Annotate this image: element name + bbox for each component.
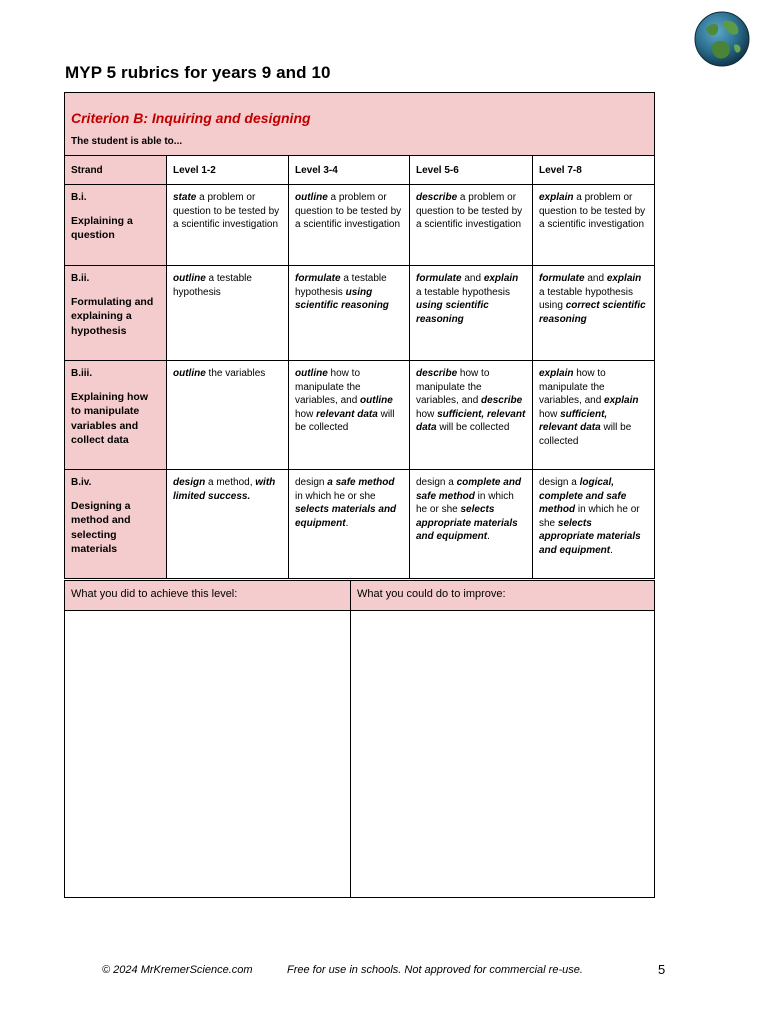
- descriptor-keyword: design: [173, 477, 206, 488]
- descriptor-keyword: describe: [416, 368, 458, 379]
- strand-code: B.iv.: [71, 477, 92, 488]
- rubric-table: [64, 92, 655, 579]
- table-row: [65, 470, 655, 579]
- descriptor-keyword: outline: [295, 368, 328, 379]
- criterion-subtitle: The student is able to...: [71, 136, 183, 147]
- criterion-title: Criterion B: Inquiring and designing: [71, 110, 311, 126]
- table-row: [65, 266, 655, 361]
- descriptor-keyword: selects materials and equipment: [295, 504, 397, 529]
- descriptor-keyword: using: [345, 286, 373, 298]
- earth-globe-icon: [694, 11, 750, 67]
- descriptor-keyword: explain: [604, 395, 639, 406]
- table-row: [65, 361, 655, 470]
- descriptor-keyword: relevant data: [316, 408, 378, 420]
- column-header-row: [65, 156, 655, 185]
- descriptor-keyword: complete and safe method: [416, 477, 522, 502]
- descriptor-keyword: state: [173, 192, 197, 203]
- feedback-table: [64, 580, 655, 898]
- table-row: [65, 185, 655, 266]
- descriptor-keyword: explain: [483, 273, 519, 284]
- descriptor-keyword: outline: [173, 368, 206, 379]
- level-descriptor: outline the variables: [167, 361, 289, 470]
- descriptor-keyword: describe: [481, 395, 523, 406]
- level-descriptor: state a problem or question to be tested by a scientific investigation: [167, 185, 289, 266]
- descriptor-keyword: explain: [606, 273, 642, 284]
- strand-name: Explaining a question: [71, 214, 133, 241]
- strand-name: Formulating and explaining a hypothesis: [71, 295, 154, 337]
- strand-code: B.i.: [71, 192, 87, 203]
- descriptor-keyword: selects appropriate materials and equipment: [539, 517, 641, 556]
- achieved-label: What you did to achieve this level:: [65, 581, 351, 611]
- level-descriptor: explain a problem or question to be tested by a scientific investigation: [533, 185, 655, 266]
- level-descriptor: outline a problem or question to be tested by a scientific investigation: [289, 185, 410, 266]
- descriptor-keyword: outline: [295, 192, 328, 203]
- descriptor-keyword: relevant data: [416, 408, 526, 433]
- descriptor-keyword: a safe method: [327, 477, 395, 488]
- descriptor-keyword: explain: [539, 192, 574, 203]
- descriptor-keyword: outline: [173, 273, 206, 284]
- level-descriptor: formulate and explain a testable hypothesis using scientific reasoning: [410, 266, 533, 361]
- descriptor-keyword: formulate: [295, 273, 341, 284]
- strand-code: B.iii.: [71, 368, 93, 379]
- strand-cell: [65, 361, 167, 470]
- achieved-input-area[interactable]: [65, 611, 351, 898]
- strand-code: B.ii.: [71, 273, 90, 284]
- descriptor-keyword: outline: [360, 395, 393, 406]
- page-title: MYP 5 rubrics for years 9 and 10: [65, 63, 331, 82]
- improve-label: What you could do to improve:: [351, 581, 655, 611]
- strand-name: Explaining how to manipulate variables and collect data: [71, 390, 149, 446]
- improve-input-area[interactable]: [351, 611, 655, 898]
- descriptor-keyword: formulate: [416, 273, 462, 284]
- level-descriptor: design a method, with limited success.: [167, 470, 289, 579]
- descriptor-keyword: selects appropriate materials and equipment: [416, 504, 518, 542]
- level-descriptor: formulate a testable hypothesis using scientific reasoning: [289, 266, 410, 361]
- strand-cell: [65, 470, 167, 579]
- descriptor-keyword: formulate: [539, 273, 585, 284]
- column-header-level-5-6: Level 5-6: [410, 156, 533, 185]
- column-header-level-7-8: Level 7-8: [533, 156, 655, 185]
- column-header-level-1-2: Level 1-2: [167, 156, 289, 185]
- column-header-level-3-4: Level 3-4: [289, 156, 410, 185]
- descriptor-keyword: logical,: [579, 477, 615, 488]
- level-descriptor: design a safe method in which he or she selects materials and equipment.: [289, 470, 410, 579]
- level-descriptor: describe a problem or question to be tested by a scientific investigation: [410, 185, 533, 266]
- descriptor-keyword: correct scientific reasoning: [539, 300, 646, 325]
- strand-name: Designing a method and selecting materials: [71, 499, 131, 555]
- level-descriptor: design a complete and safe method in which he or she selects appropriate materials and equipment.: [410, 470, 533, 579]
- descriptor-keyword: sufficient,: [560, 408, 608, 420]
- level-descriptor: formulate and explain a testable hypothesis using correct scientific reasoning: [533, 266, 655, 361]
- descriptor-keyword: using scientific reasoning: [416, 300, 489, 325]
- level-descriptor: describe how to manipulate the variables, and describe how sufficient, relevant data will be collected: [410, 361, 533, 470]
- criterion-header: [65, 93, 655, 156]
- descriptor-keyword: complete and safe method: [539, 490, 627, 515]
- descriptor-keyword: explain: [539, 368, 574, 379]
- descriptor-keyword: describe: [416, 192, 458, 203]
- descriptor-keyword: scientific reasoning: [295, 300, 389, 311]
- descriptor-keyword: with limited success.: [173, 477, 276, 502]
- level-descriptor: design a logical, complete and safe method in which he or she selects appropriate materials and equipment.: [533, 470, 655, 579]
- level-descriptor: outline how to manipulate the variables, and outline how relevant data will be collected: [289, 361, 410, 470]
- column-header-strand: Strand: [65, 156, 167, 185]
- strand-cell: [65, 185, 167, 266]
- footer-license: Free for use in schools. Not approved for commercial re-use.: [287, 964, 583, 976]
- level-descriptor: explain how to manipulate the variables, and explain how sufficient, relevant data will be collected: [533, 361, 655, 470]
- descriptor-keyword: sufficient,: [437, 408, 485, 420]
- page-number: 5: [658, 962, 666, 977]
- footer-copyright: © 2024 MrKremerScience.com: [102, 964, 253, 976]
- descriptor-keyword: relevant data: [539, 422, 601, 433]
- strand-cell: [65, 266, 167, 361]
- level-descriptor: outline a testable hypothesis: [167, 266, 289, 361]
